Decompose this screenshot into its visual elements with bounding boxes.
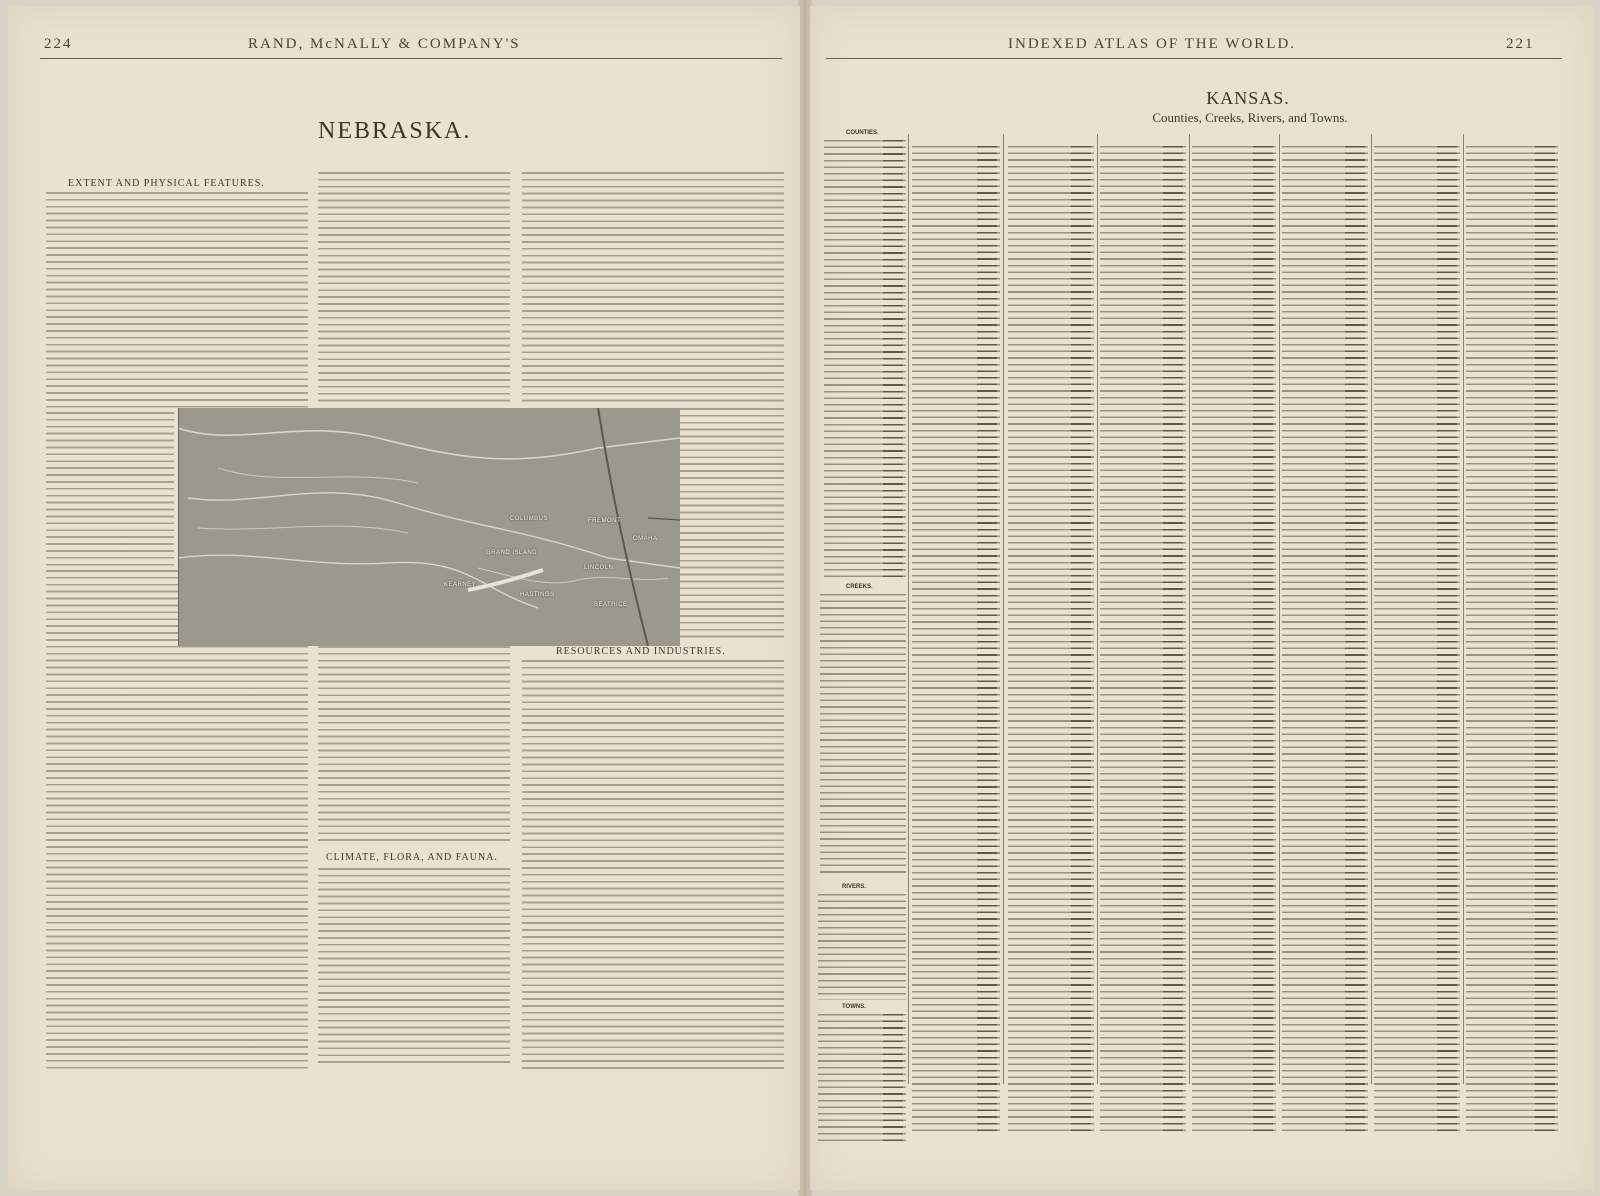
map-label-lincoln: LINCOLN <box>584 565 614 571</box>
index-column-rivers <box>818 894 906 1000</box>
right-running-head: INDEXED ATLAS OF THE WORLD. <box>1008 36 1297 52</box>
column-divider <box>1463 134 1464 1084</box>
map-label-hastings: HASTINGS <box>520 592 555 598</box>
map-label-beatrice: BEATRICE <box>594 602 628 608</box>
article-text-column <box>46 192 308 410</box>
article-text-column <box>522 172 784 406</box>
map-label-kearney: KEARNEY <box>444 582 477 588</box>
column-divider <box>1003 134 1004 1084</box>
article-text-column <box>318 868 510 1068</box>
right-head-rule <box>826 58 1562 59</box>
left-page-number: 224 <box>44 36 73 52</box>
index-heading-rivers: RIVERS. <box>842 884 867 890</box>
index-column-towns <box>1100 146 1186 1136</box>
index-column-towns <box>912 146 1000 1136</box>
section-heading-resources: RESOURCES AND INDUSTRIES. <box>556 646 726 657</box>
column-divider <box>1189 134 1190 1084</box>
column-divider <box>1097 134 1098 1084</box>
relief-map-graphic <box>178 408 680 646</box>
index-column-towns <box>1282 146 1368 1136</box>
article-text-column <box>522 660 784 1070</box>
index-column-towns <box>818 1014 906 1146</box>
article-text-column <box>318 172 510 406</box>
index-heading-counties: COUNTIES. <box>846 130 879 136</box>
index-heading-creeks: CREEKS. <box>846 584 873 590</box>
column-divider <box>908 134 909 1084</box>
map-label-fremont: FREMONT <box>588 518 622 524</box>
nebraska-relief-map <box>178 408 680 646</box>
left-head-rule <box>40 58 782 59</box>
map-label-columbus: COLUMBUS <box>510 516 549 522</box>
article-text-column <box>46 412 174 568</box>
index-column-towns <box>1466 146 1558 1136</box>
index-column-counties <box>824 140 906 578</box>
map-label-omaha: OMAHA <box>633 536 658 542</box>
index-column-creeks <box>820 594 906 878</box>
page-title-kansas: KANSAS. <box>1206 88 1290 108</box>
index-column-towns <box>1008 146 1094 1136</box>
article-text-column <box>680 408 784 640</box>
map-label-grand-island: GRAND ISLAND <box>486 550 538 556</box>
left-running-head: RAND, McNALLY & COMPANY'S <box>248 36 521 52</box>
page-title-nebraska: NEBRASKA. <box>318 118 472 144</box>
article-text-column <box>318 646 510 846</box>
index-column-towns <box>1192 146 1276 1136</box>
column-divider <box>1371 134 1372 1084</box>
index-column-towns <box>1374 146 1460 1136</box>
index-heading-towns: TOWNS. <box>842 1004 866 1010</box>
section-heading-extent: EXTENT AND PHYSICAL FEATURES. <box>68 178 265 189</box>
right-page-number: 221 <box>1506 36 1535 52</box>
page-subtitle-kansas: Counties, Creeks, Rivers, and Towns. <box>1152 110 1348 125</box>
column-divider <box>1279 134 1280 1084</box>
section-heading-climate: CLIMATE, FLORA, AND FAUNA. <box>326 852 498 863</box>
